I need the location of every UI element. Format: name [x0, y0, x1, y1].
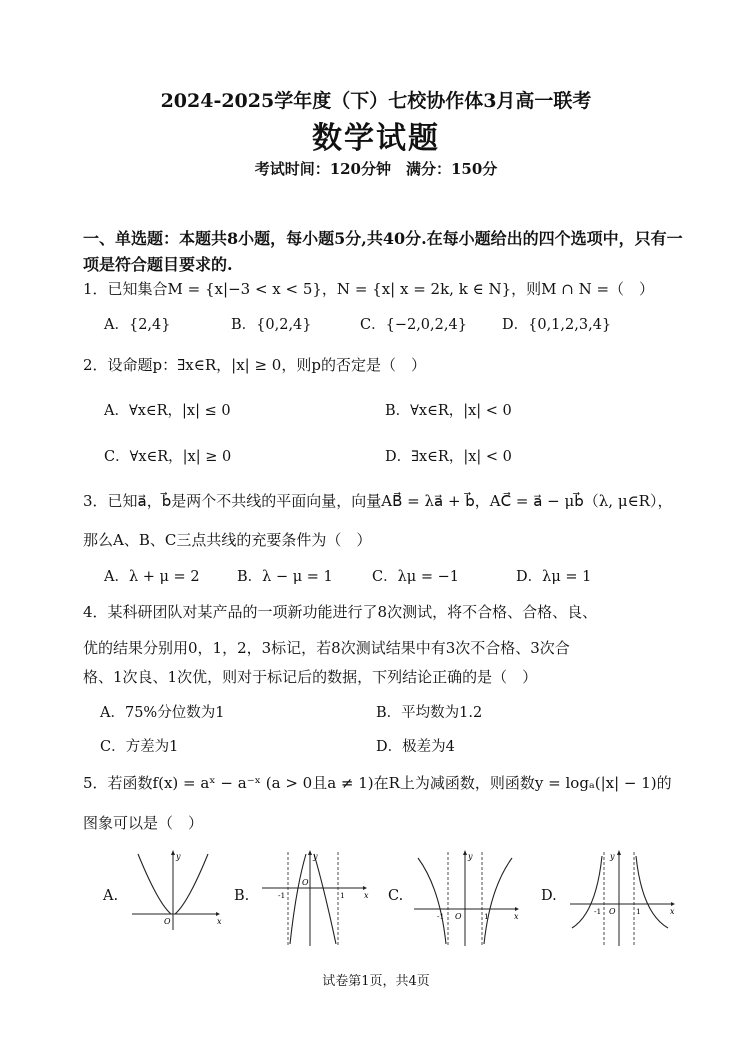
- y-label: y: [176, 852, 181, 861]
- curve-left: [418, 858, 446, 944]
- q4-option-b: B．平均数为1.2: [376, 705, 483, 721]
- curve-right: [636, 856, 668, 928]
- q3-stem-line2: 那么A、B、C三点共线的充要条件为（ ）: [83, 531, 372, 549]
- q5-option-b-label: B.: [234, 888, 250, 904]
- q2-option-d: D．∃x∈R，|x| < 0: [385, 449, 512, 465]
- q5-graph-c: [410, 848, 525, 948]
- q4-stem-line3: 格、1次良、1次优，则对于标记后的数据，下列结论正确的是（ ）: [83, 668, 538, 686]
- curve-left: [572, 856, 602, 928]
- q1-option-b: B．{0,2,4}: [231, 317, 312, 333]
- curve-right: [314, 854, 336, 944]
- q2-option-c: C．∀x∈R，|x| ≥ 0: [104, 449, 232, 465]
- q5-stem-line2: 图象可以是（ ）: [83, 814, 204, 832]
- origin-label: O: [164, 917, 171, 926]
- page-footer: 试卷第1页，共4页: [322, 974, 430, 989]
- q3-option-c: C．λμ = −1: [372, 569, 459, 585]
- q2-option-b: B．∀x∈R，|x| < 0: [385, 403, 512, 419]
- origin-label: O: [302, 878, 309, 887]
- q5-option-c-label: C.: [388, 888, 404, 904]
- exam-title: 2024-2025学年度（下）七校协作体3月高一联考: [160, 90, 592, 112]
- curve-left: [290, 854, 306, 944]
- curve-right: [175, 854, 208, 914]
- pos1-label: 1: [484, 912, 489, 921]
- q4-option-d: D．极差为4: [376, 739, 455, 755]
- x-label: x: [670, 907, 675, 916]
- section-heading: 一、单选题：本题共8小题，每小题5分,共40分.在每小题给出的四个选项中，只有一项是符合题目要求的.: [83, 229, 683, 274]
- q1-option-d: D．{0,1,2,3,4}: [502, 317, 612, 333]
- q3-stem-line1: 3．已知a⃗，b⃗是两个不共线的平面向量，向量AB⃗ = λa⃗ + b⃗，AC⃗ = a⃗ − μb⃗（λ, μ∈R），: [83, 492, 673, 510]
- y-label: y: [610, 852, 615, 861]
- q4-option-c: C．方差为1: [100, 739, 179, 755]
- neg1-label: -1: [437, 912, 445, 921]
- q5-graph-d: [566, 848, 681, 948]
- q3-option-b: B．λ − μ = 1: [237, 569, 333, 585]
- q1-stem: 1．已知集合M = {x|−3 < x < 5}，N = {x| x = 2k, k ∈ N}，则M ∩ N =（ ）: [83, 280, 655, 298]
- q5-stem-line1: 5．若函数f(x) = aˣ − a⁻ˣ (a > 0且a ≠ 1)在R上为减函数，则函数y = logₐ(|x| − 1)的: [83, 774, 672, 792]
- y-label: y: [313, 852, 318, 861]
- subject-title: 数学试题: [312, 121, 440, 156]
- x-label: x: [217, 917, 222, 926]
- x-label: x: [514, 912, 519, 921]
- x-label: x: [364, 891, 369, 900]
- curve-left: [138, 854, 171, 914]
- exam-info: 考试时间：120分钟 满分：150分: [254, 160, 498, 178]
- q5-graph-a: [128, 848, 223, 933]
- q4-option-a: A．75%分位数为1: [100, 705, 225, 721]
- neg1-label: -1: [278, 891, 286, 900]
- y-label: y: [468, 852, 473, 861]
- q5-graph-b: [258, 848, 373, 948]
- curve-right: [484, 858, 512, 944]
- q5-option-a-label: A.: [103, 888, 119, 904]
- q4-stem-line1: 4．某科研团队对某产品的一项新功能进行了8次测试，将不合格、合格、良、: [83, 603, 598, 621]
- pos1-label: 1: [340, 891, 345, 900]
- neg1-label: -1: [594, 907, 602, 916]
- origin-label: O: [455, 912, 462, 921]
- q3-option-d: D．λμ = 1: [516, 569, 592, 585]
- pos1-label: 1: [636, 907, 641, 916]
- q1-option-a: A．{2,4}: [104, 317, 171, 333]
- q2-option-a: A．∀x∈R，|x| ≤ 0: [104, 403, 231, 419]
- q2-stem: 2．设命题p：∃x∈R，|x| ≥ 0，则p的否定是（ ）: [83, 356, 426, 374]
- q4-stem-line2: 优的结果分别用0，1，2，3标记，若8次测试结果中有3次不合格、3次合: [83, 639, 570, 657]
- origin-label: O: [609, 907, 616, 916]
- q1-option-c: C．{−2,0,2,4}: [360, 317, 467, 333]
- q3-option-a: A．λ + μ = 2: [104, 569, 200, 585]
- q5-option-d-label: D.: [541, 888, 557, 904]
